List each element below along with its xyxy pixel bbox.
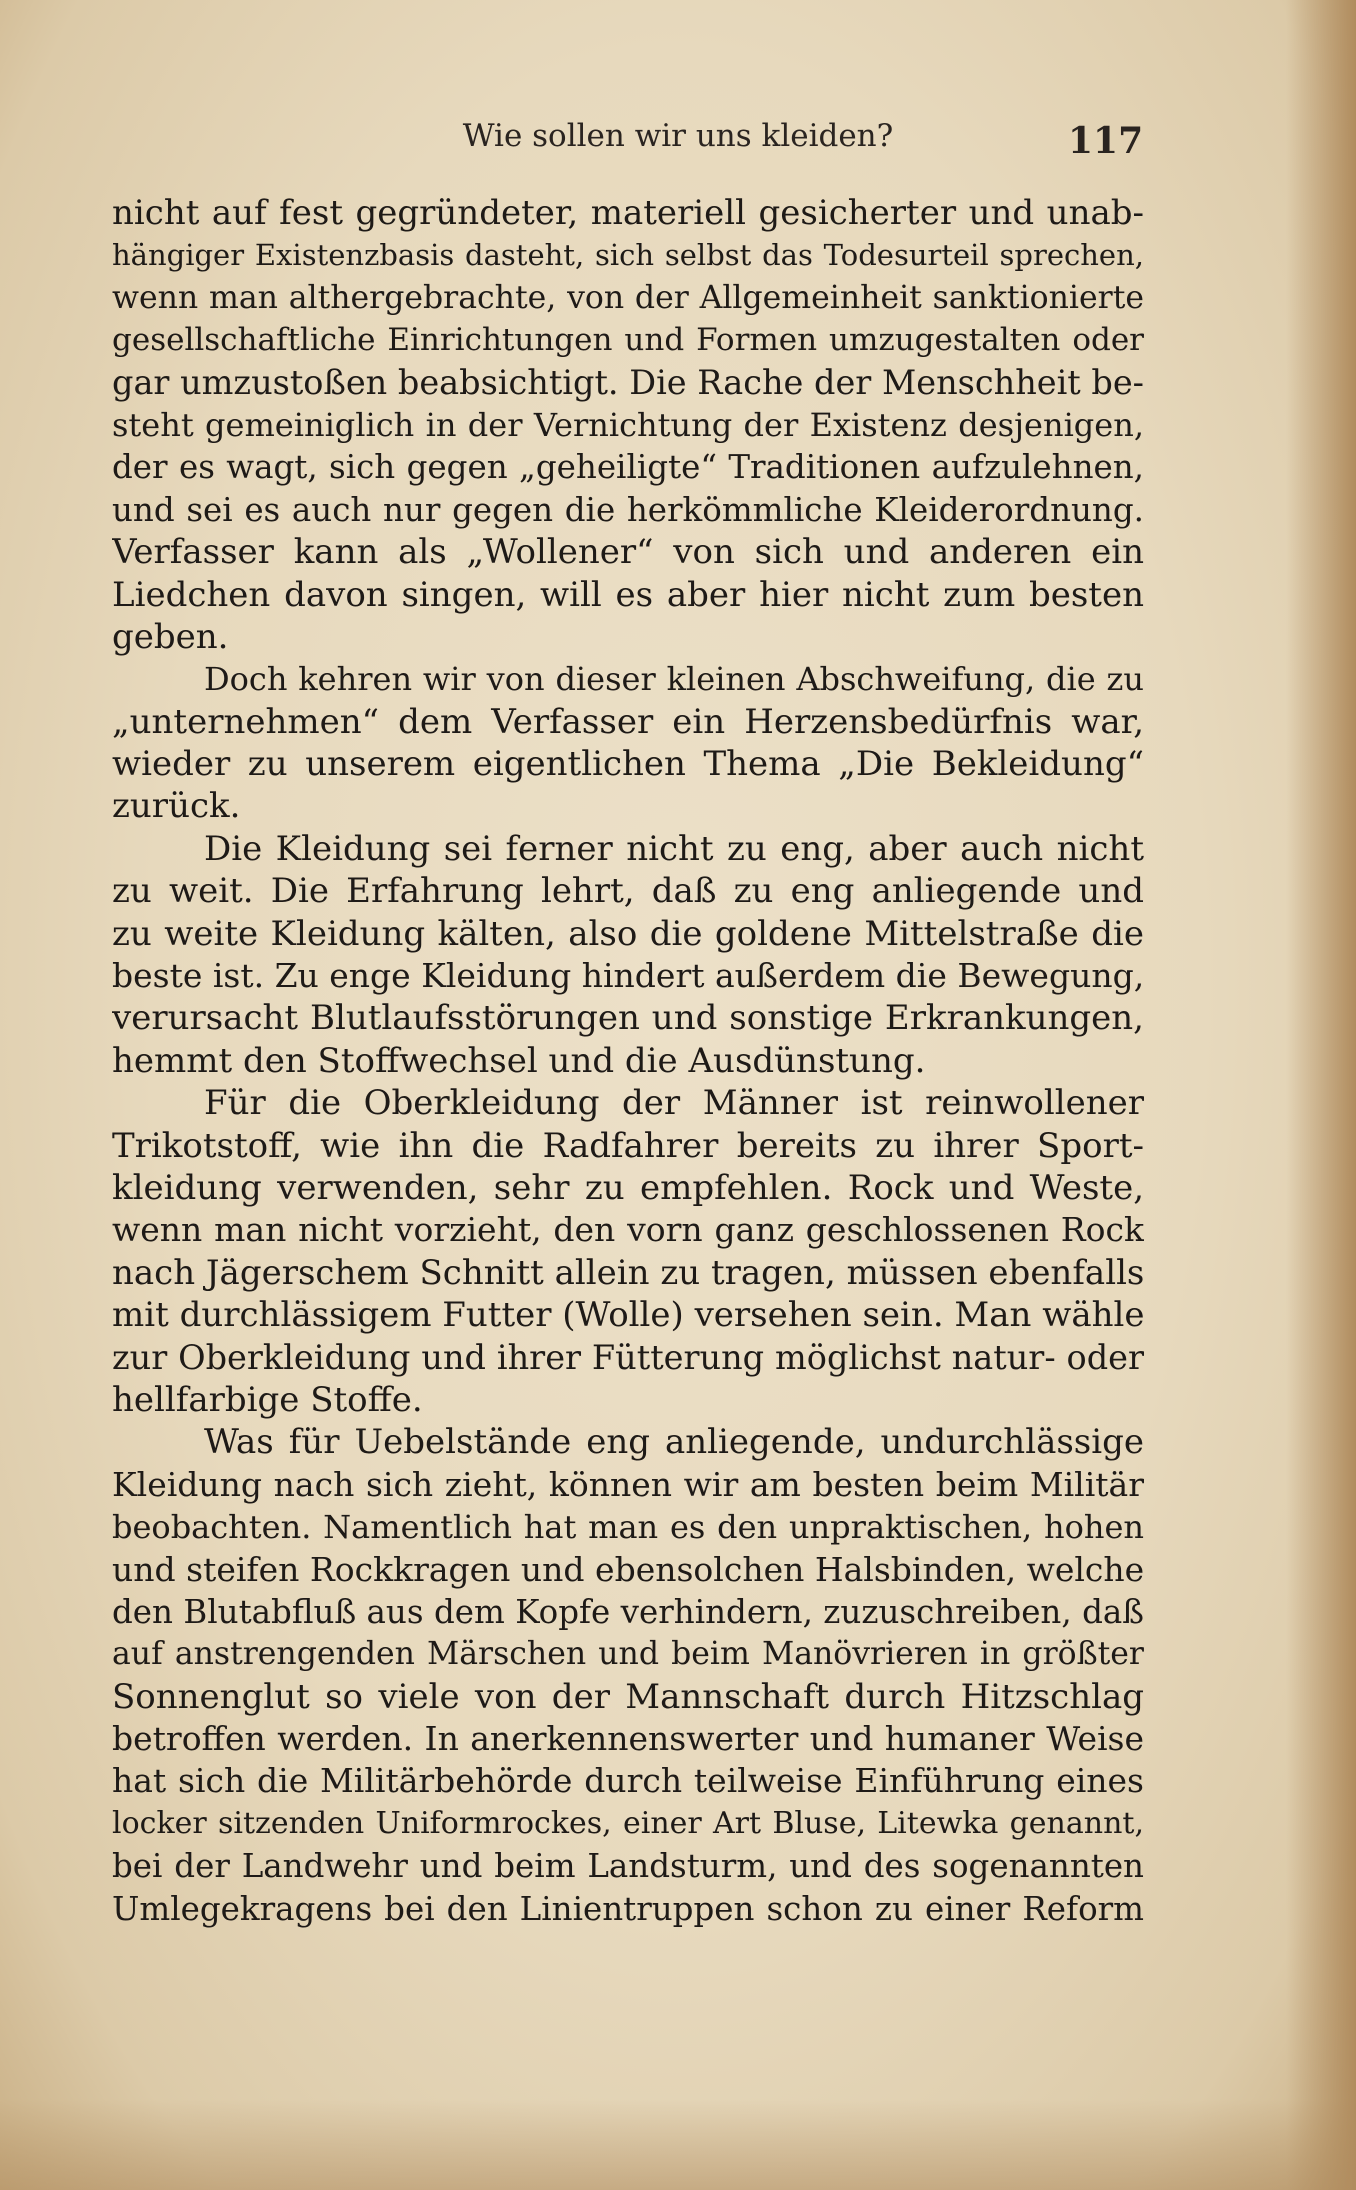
text-line: gesellschaftliche Einrichtungen und Formen umzugestalten oder (112, 322, 1144, 359)
text-line: Sonnenglut so viele von der Mannschaft durch Hitzschlag (112, 1676, 1144, 1717)
text-line: wenn man althergebrachte, von der Allgemeinheit sanktionierte (112, 279, 1144, 316)
text-line: bei der Landwehr und beim Landsturm, und des sogenannten (112, 1847, 1144, 1886)
text-line: kleidung verwenden, sehr zu empfehlen. Rock und Weste, (112, 1167, 1144, 1208)
text-line: hängiger Existenzbasis dasteht, sich selbst das Todesurteil sprechen, (112, 238, 1144, 273)
text-line: auf anstrengenden Märschen und beim Manövrieren in größter (112, 1636, 1144, 1673)
text-line: beobachten. Namentlich hat man es den unpraktischen, hohen (112, 1508, 1144, 1547)
text-line: Kleidung nach sich zieht, können wir am besten beim Militär (112, 1464, 1144, 1504)
text-line: Umlegekragens bei den Linientruppen schon zu einer Reform (112, 1889, 1144, 1928)
text-line: steht gemeiniglich in der Vernichtung der Existenz desjenigen, (112, 405, 1144, 444)
text-line: Trikotstoff, wie ihn die Radfahrer bereits zu ihrer Sport- (112, 1125, 1144, 1166)
text-line: Die Kleidung sei ferner nicht zu eng, aber auch nicht (204, 828, 1144, 869)
text-line: Liedchen davon singen, will es aber hier nicht zum besten (112, 574, 1144, 615)
text-line: der es wagt, sich gegen „geheiligte“ Traditionen aufzulehnen, (112, 448, 1144, 487)
text-line: locker sitzenden Uniformrockes, einer Art Bluse, Litewka genannt, (112, 1805, 1144, 1841)
text-line: hemmt den Stoffwechsel und die Ausdünstung. (112, 1040, 926, 1081)
text-line: beste ist. Zu enge Kleidung hindert außerdem die Bewegung, (112, 956, 1144, 996)
text-line: Verfasser kann als „Wollener“ von sich und anderen ein (112, 532, 1144, 573)
text-line: und steifen Rockkragen und ebensolchen Halsbinden, welche (112, 1549, 1144, 1589)
text-line: zur Oberkleidung und ihrer Fütterung möglichst natur- oder (112, 1337, 1144, 1377)
text-line: mit durchlässigem Futter (Wolle) versehen sein. Man wähle (112, 1295, 1144, 1336)
text-line: Doch kehren wir von dieser kleinen Abschweifung, die zu (204, 660, 1144, 699)
page-number: 117 (1068, 120, 1144, 162)
text-line: wenn man nicht vorzieht, den vorn ganz geschlossenen Rock (112, 1210, 1144, 1250)
text-line: zurück. (112, 786, 241, 827)
text-line: verursacht Blutlaufsstörungen und sonstige Erkrankungen, (112, 998, 1144, 1039)
text-line: „unternehmen“ dem Verfasser ein Herzensbedürfnis war, (112, 701, 1144, 742)
text-line: betroffen werden. In anerkennenswerter und humaner Weise (112, 1719, 1144, 1759)
running-title: Wie sollen wir uns kleiden? (462, 118, 894, 154)
text-line: zu weite Kleidung kälten, also die goldene Mittelstraße die (112, 913, 1144, 954)
text-line: nicht auf fest gegründeter, materiell gesicherter und unab- (112, 193, 1144, 233)
text-line: und sei es auch nur gegen die herkömmliche Kleiderordnung. (112, 490, 1144, 529)
text-line: gar umzustoßen beabsichtigt. Die Rache der Menschheit be- (112, 362, 1144, 402)
text-line: Für die Oberkleidung der Männer ist reinwollener (204, 1083, 1144, 1124)
text-line: hellfarbige Stoffe. (112, 1379, 423, 1420)
page-edge-shadow (1286, 0, 1356, 2190)
text-line: geben. (112, 616, 229, 657)
text-line: den Blutabfluß aus dem Kopfe verhindern, zuzuschreiben, daß (112, 1592, 1144, 1631)
body-text (112, 192, 1144, 1930)
text-line: Was für Uebelstände eng anliegende, undurchlässige (204, 1422, 1144, 1463)
text-line: zu weit. Die Erfahrung lehrt, daß zu eng anliegende und (112, 871, 1144, 912)
text-line: hat sich die Militärbehörde durch teilweise Einführung eines (112, 1761, 1144, 1801)
text-line: wieder zu unserem eigentlichen Thema „Die Bekleidung“ (112, 744, 1144, 785)
text-line: nach Jägerschem Schnitt allein zu tragen, müssen ebenfalls (112, 1252, 1144, 1293)
page-bottom-shadow (0, 2100, 1356, 2190)
